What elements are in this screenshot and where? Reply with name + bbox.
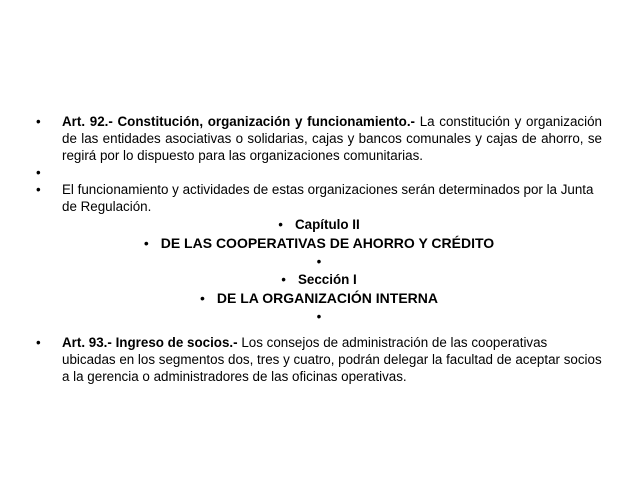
- center-empty-item: [36, 253, 602, 270]
- bullet-icon: •: [36, 182, 41, 197]
- list-item-art-93: [36, 334, 602, 385]
- center-empty-item: [36, 308, 602, 325]
- bullet-icon: •: [36, 114, 41, 129]
- list-item-funcionamiento: [36, 181, 602, 215]
- bullet-icon: •: [143, 235, 149, 251]
- section-title-item: [36, 289, 602, 308]
- art-92-heading: Art. 92.- Constitución, organización y funcionamiento.-: [62, 114, 416, 129]
- section-label: Sección I: [297, 272, 357, 287]
- bullet-icon: •: [316, 254, 322, 269]
- chapter-title-item: [36, 234, 602, 253]
- slide-body: [36, 113, 602, 385]
- bullet-icon: •: [281, 272, 286, 287]
- list-item-empty: [36, 164, 602, 181]
- bullet-icon: •: [316, 309, 322, 324]
- art-93-heading: Art. 93.- Ingreso de socios.-: [62, 335, 238, 350]
- art-93-text: Los consejos de administración de las cooperativas ubicadas en los segmentos dos, tres y cuatro, podrán delegar la facultad de aceptar socios a la gerencia o administradores de las oficinas operativas.: [62, 335, 602, 384]
- section-title: DE LA ORGANIZACIÓN INTERNA: [216, 290, 439, 306]
- bullet-icon: •: [278, 217, 283, 232]
- list-item-art-92: [36, 113, 602, 164]
- art-92-text: La constitución y organización de las entidades asociativas o solidarias, cajas y bancos comunales y cajas de ahorro, se regirá por lo dispuesto para las organizaciones comunitarias.: [62, 114, 602, 163]
- bullet-icon: •: [36, 165, 41, 180]
- bullet-icon: •: [36, 335, 41, 350]
- chapter-label: Capítulo II: [294, 217, 360, 232]
- section-label-item: [36, 270, 602, 289]
- funcionamiento-text: El funcionamiento y actividades de estas organizaciones serán determinados por la Junta de Regulación.: [62, 182, 594, 214]
- chapter-label-item: [36, 215, 602, 234]
- chapter-title: DE LAS COOPERATIVAS DE AHORRO Y CRÉDITO: [160, 235, 495, 251]
- bullet-icon: •: [199, 290, 205, 306]
